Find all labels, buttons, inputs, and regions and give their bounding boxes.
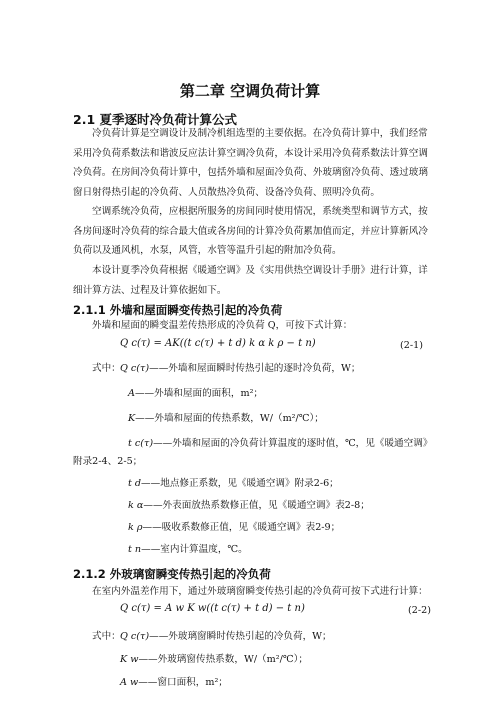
- definition-item: [120, 651, 308, 665]
- definition-continuation: [73, 453, 142, 467]
- definition-item: [128, 385, 263, 399]
- text-line: 细计算方法、过程及计算依据如下。: [73, 284, 227, 296]
- paragraph-design-basis: [73, 261, 439, 300]
- definition-text: ——外玻璃窗瞬时传热引起的冷负荷，W；: [149, 631, 332, 642]
- equation-number-2-1: (2-1): [400, 340, 423, 351]
- text-line: 各房间逐时冷负荷的综合最大值或各房间的计算冷负荷累加值而定，并应计算新风冷: [73, 225, 428, 237]
- definition-text: ——外墙和屋面的传热系数，W/（m²/℃）；: [135, 413, 324, 424]
- definition-item: [120, 360, 360, 374]
- definition-item: [128, 475, 339, 489]
- text-line: 窗日射得热引起的冷负荷、人员散热冷负荷、设备冷负荷、照明冷负荷。: [73, 187, 380, 199]
- paragraph-intro: [73, 124, 439, 203]
- definition-item: [120, 628, 332, 642]
- definition-item: [128, 497, 370, 511]
- definition-symbol: A: [128, 388, 135, 399]
- definition-text: ——吸收系数修正值，见《暖通空调》表2-9；: [142, 522, 341, 533]
- paragraph-2-1-2-intro: [73, 582, 439, 602]
- definition-text: ——外墙和屋面的冷负荷计算温度的逐时值，℃，见《暖通空调》: [153, 438, 433, 449]
- definition-symbol: A w: [120, 677, 139, 688]
- section-heading-2-1-1: 2.1.1 外墙和屋面瞬变传热引起的冷负荷: [73, 303, 283, 317]
- chapter-title: 第二章 空调负荷计算: [179, 82, 321, 100]
- definition-symbol: k α: [128, 500, 144, 511]
- definition-text: ——外玻璃窗传热系数，W/（m²/℃）；: [138, 654, 308, 665]
- definition-symbol: K: [128, 413, 136, 424]
- section-heading-2-1-2: 2.1.2 外玻璃窗瞬变传热引起的冷负荷: [73, 567, 271, 581]
- text-line: 本设计夏季冷负荷根据《暖通空调》及《实用供热空调设计手册》进行计算，详: [92, 265, 428, 276]
- text-line: 采用冷负荷系数法和谐波反应法计算空调冷负荷，本设计采用冷负荷系数法计算空调: [73, 147, 428, 159]
- equation-2-1: Q c(τ) = AK((t c(τ) + t d) k α k ρ − t n): [120, 338, 316, 349]
- definition-symbol: t c(τ): [128, 438, 154, 449]
- text-line: 外墙和屋面的瞬变温差传热形成的冷负荷 Q，可按下式计算：: [92, 320, 353, 331]
- equation-2-2: Q c(τ) = A w K w((t c(τ) + t d) − t n): [120, 603, 305, 614]
- text-line: 空调系统冷负荷，应根据所服务的房间同时使用情况，系统类型和调节方式，按: [92, 206, 428, 217]
- definition-text: ——外墙和屋面瞬时传热引起的逐时冷负荷，W；: [149, 363, 361, 374]
- definition-symbol: Q c(τ): [120, 631, 150, 642]
- definition-item: [128, 435, 432, 449]
- definition-symbol: Q c(τ): [120, 363, 150, 374]
- definition-symbol: t n: [128, 544, 142, 555]
- where-label: 式中：: [92, 631, 121, 642]
- definition-item: [120, 674, 228, 688]
- definition-symbol: k ρ: [128, 522, 143, 533]
- definition-item: [128, 519, 340, 533]
- definition-text: ——室内计算温度，℃。: [141, 544, 248, 555]
- equation-number-2-2: (2-2): [408, 605, 431, 616]
- definition-symbol: t d: [128, 478, 142, 489]
- definition-text: ——地点修正系数，见《暖通空调》附录2-6；: [141, 478, 339, 489]
- section-heading-2-1: 2.1 夏季逐时冷负荷计算公式: [73, 112, 237, 127]
- definition-text: ——外表面放热系数修正值，见《暖通空调》表2-8；: [143, 500, 370, 511]
- definition-text: ——窗口面积，m²；: [138, 677, 228, 688]
- definition-text: ——外墙和屋面的面积，m²；: [134, 388, 264, 399]
- definition-item: [128, 410, 324, 424]
- text-line: 在室内外温差作用下，通过外玻璃窗瞬变传热引起的冷负荷可按下式进行计算：: [92, 586, 428, 597]
- paragraph-2-1-1-intro: [73, 316, 439, 336]
- definition-item: [128, 541, 248, 555]
- text-line: 冷负荷。在房间冷负荷计算中，包括外墙和屋面冷负荷、外玻璃窗冷负荷、透过玻璃: [73, 167, 428, 179]
- text-line: 冷负荷计算是空调设计及制冷机组选型的主要依据。在冷负荷计算中，我们经常: [92, 128, 428, 139]
- definition-text: 附录2-4、2-5；: [73, 456, 143, 467]
- where-label: 式中：: [92, 363, 121, 374]
- text-line: 负荷以及通风机，水泵，风管，水管等温升引起的附加冷负荷。: [73, 245, 342, 257]
- paragraph-system-load: [73, 202, 439, 261]
- definition-symbol: K w: [120, 654, 139, 665]
